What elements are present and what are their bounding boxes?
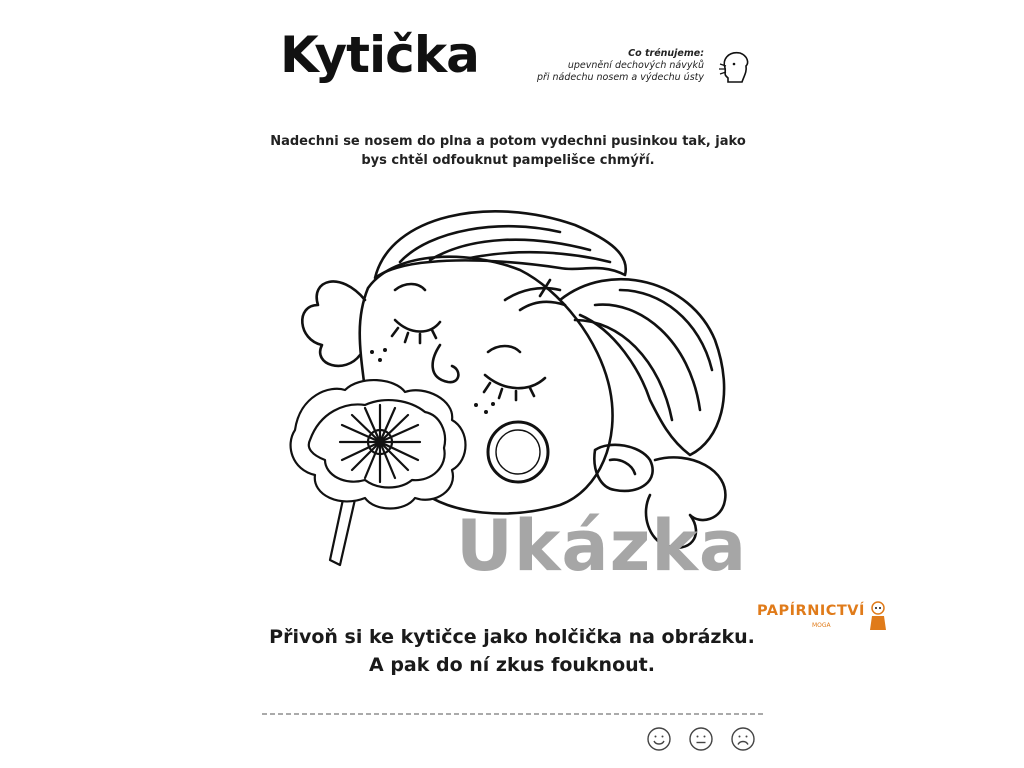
training-focus: [484, 48, 704, 84]
bottom-line2: A pak do ní zkus fouknout.: [369, 654, 655, 676]
nose: [433, 345, 459, 382]
hair-top: [375, 211, 626, 278]
smile-face-icon[interactable]: [646, 726, 672, 752]
hair-bun-left: [302, 281, 365, 365]
bottom-line1: Přivoň si ke kytičce jako holčička na obrázku.: [269, 626, 755, 648]
brand-name: PAPÍRNICTVÍ: [757, 603, 865, 619]
sad-face-icon[interactable]: [730, 726, 756, 752]
training-focus-line2: při nádechu nosem a výdechu ústy: [536, 72, 704, 83]
mascot-icon: [867, 600, 889, 634]
ear: [594, 445, 652, 491]
right-eye: [485, 375, 545, 388]
instruction-line2: bys chtěl odfouknut pampelišce chmýří.: [361, 153, 655, 168]
breathing-face-icon: [716, 50, 752, 84]
rating-faces: [646, 726, 764, 752]
brand-sub: MOGA: [812, 622, 831, 629]
hair-side: [560, 279, 724, 455]
instruction-line1: Nadechni se nosem do plna a potom vydechni pusinkou tak, jako: [270, 134, 746, 149]
instruction-text: [250, 132, 766, 170]
blowing-mouth: [488, 422, 548, 482]
dandelion-flower: [291, 380, 466, 565]
dashed-divider: [262, 712, 764, 716]
sample-watermark: Ukázka: [456, 505, 748, 587]
page-title: Kytička: [280, 26, 479, 84]
training-focus-line1: upevnění dechových návyků: [567, 60, 704, 71]
training-focus-heading: Co trénujeme:: [628, 48, 704, 59]
neutral-face-icon[interactable]: [688, 726, 714, 752]
bottom-instruction: [240, 623, 784, 679]
